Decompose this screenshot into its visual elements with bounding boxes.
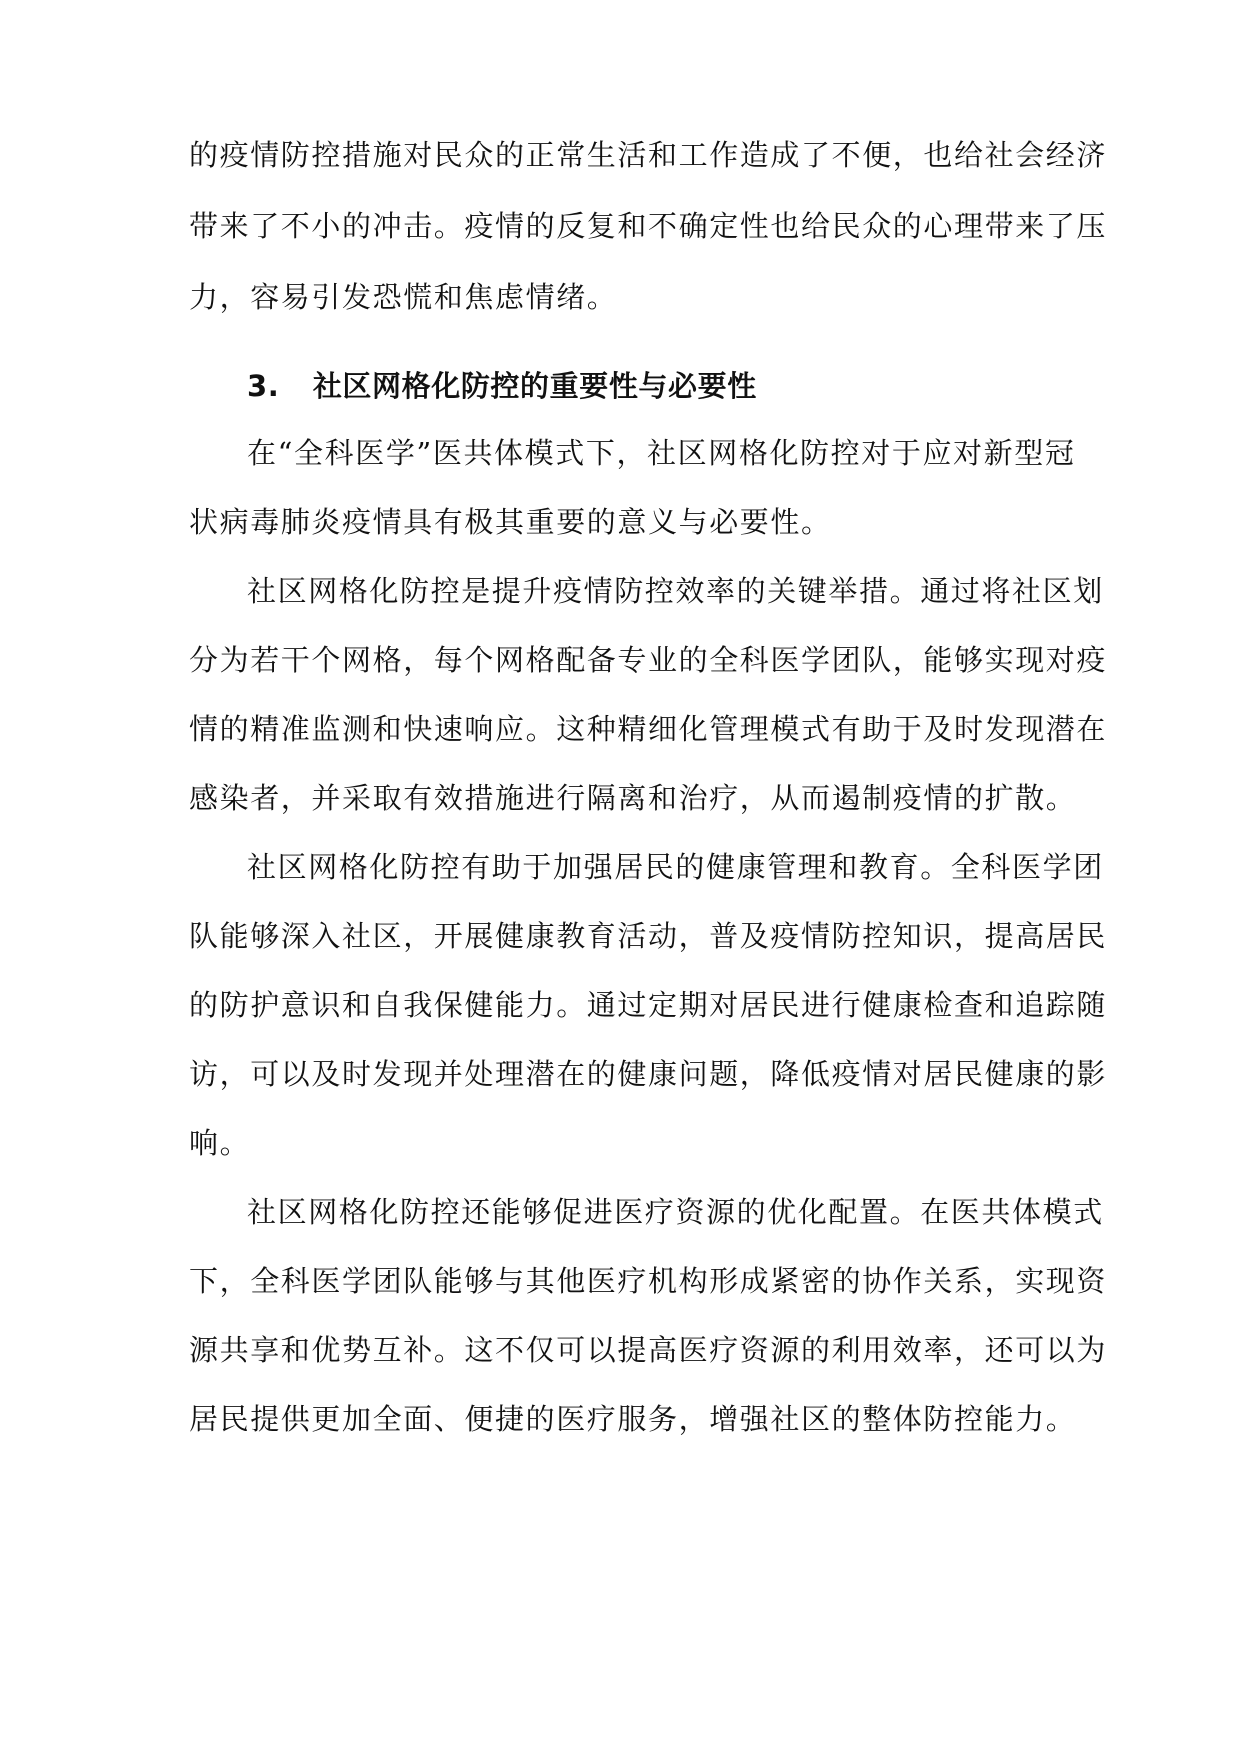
text-line: 的防护意识和自我保健能力。通过定期对居民进行健康检查和追踪随 [189, 988, 1108, 1022]
text-line: 下，全科医学团队能够与其他医疗机构形成紧密的协作关系，实现资 [189, 1264, 1108, 1298]
text-line: 社区网格化防控是提升疫情防控效率的关键举措。通过将社区划 [247, 574, 1104, 608]
text-line: 状病毒肺炎疫情具有极其重要的意义与必要性。 [189, 505, 832, 539]
text-line: 响。 [189, 1126, 251, 1160]
text-line: 访，可以及时发现并处理潜在的健康问题，降低疫情对居民健康的影 [189, 1057, 1108, 1091]
text-line: 带来了不小的冲击。疫情的反复和不确定性也给民众的心理带来了压 [189, 209, 1108, 243]
text-line: 社区网格化防控有助于加强居民的健康管理和教育。全科医学团 [247, 850, 1104, 884]
text-line: 分为若干个网格，每个网格配备专业的全科医学团队，能够实现对疫 [189, 643, 1108, 677]
text-line: 源共享和优势互补。这不仅可以提高医疗资源的利用效率，还可以为 [189, 1333, 1108, 1367]
section-title: 社区网格化防控的重要性与必要性 [312, 369, 757, 403]
section-number: 3. [247, 369, 280, 403]
text-line: 的疫情防控措施对民众的正常生活和工作造成了不便，也给社会经济 [189, 138, 1108, 172]
text-line: 在“全科医学”医共体模式下，社区网格化防控对于应对新型冠 [247, 436, 1076, 470]
text-line: 情的精准监测和快速响应。这种精细化管理模式有助于及时发现潜在 [189, 712, 1108, 746]
text-line: 居民提供更加全面、便捷的医疗服务，增强社区的整体防控能力。 [189, 1402, 1077, 1436]
text-line: 队能够深入社区，开展健康教育活动，普及疫情防控知识，提高居民 [189, 919, 1108, 953]
text-line: 力，容易引发恐慌和焦虑情绪。 [189, 280, 618, 314]
text-line: 感染者，并采取有效措施进行隔离和治疗，从而遏制疫情的扩散。 [189, 781, 1077, 815]
text-line: 社区网格化防控还能够促进医疗资源的优化配置。在医共体模式 [247, 1195, 1104, 1229]
section-heading [247, 366, 1064, 406]
